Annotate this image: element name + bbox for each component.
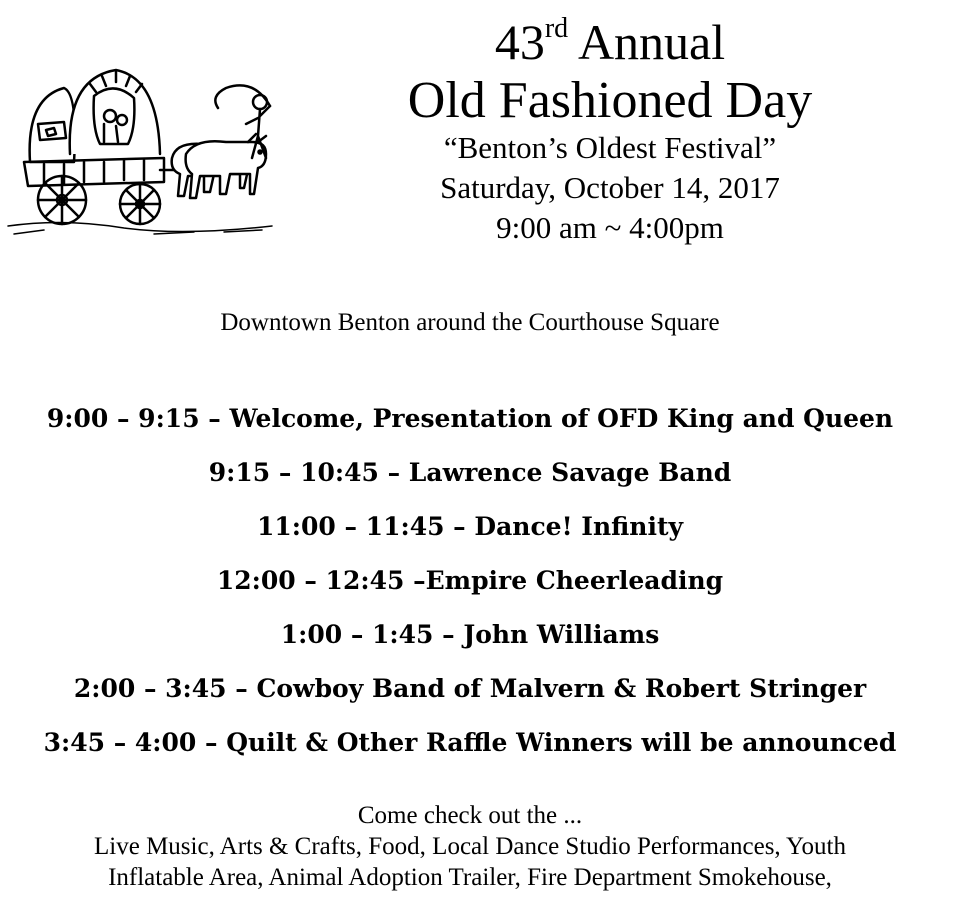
schedule-item: 1:00 – 1:45 – John Williams: [280, 620, 660, 649]
activities-intro: Come check out the ...: [357, 802, 583, 829]
event-title: Old Fashioned Day: [407, 72, 813, 129]
event-location: Downtown Benton around the Courthouse Square: [220, 309, 720, 336]
covered-wagon-with-oxen-icon: [4, 58, 276, 238]
schedule-item: 9:00 – 9:15 – Welcome, Presentation of OFD King and Queen: [46, 404, 894, 433]
anniversary-number: 43: [494, 14, 545, 70]
schedule-list: [0, 392, 940, 770]
event-date: Saturday, October 14, 2017: [440, 170, 780, 205]
schedule-item: 11:00 – 11:45 – Dance! Infinity: [256, 512, 684, 541]
annual-label: Annual: [577, 14, 726, 70]
schedule-item: 3:45 – 4:00 – Quilt & Other Raffle Winners will be announced: [43, 728, 897, 757]
activities-line: Live Music, Arts & Crafts, Food, Local Dance Studio Performances, Youth: [94, 833, 846, 860]
activities-line: Inflatable Area, Animal Adoption Trailer, Fire Department Smokehouse,: [108, 864, 832, 891]
event-header: [340, 0, 880, 248]
ordinal-suffix: rd: [544, 13, 569, 44]
schedule-item: 9:15 – 10:45 – Lawrence Savage Band: [208, 458, 732, 487]
schedule-item: 12:00 – 12:45 –Empire Cheerleading: [216, 566, 724, 595]
event-tagline: “Benton’s Oldest Festival”: [443, 130, 777, 165]
event-time: 9:00 am ~ 4:00pm: [496, 210, 724, 245]
schedule-item: 2:00 – 3:45 – Cowboy Band of Malvern & Robert Stringer: [73, 674, 867, 703]
anniversary-title: [340, 14, 880, 70]
covered-wagon-illustration: [4, 58, 276, 238]
activities-section: [0, 800, 940, 893]
